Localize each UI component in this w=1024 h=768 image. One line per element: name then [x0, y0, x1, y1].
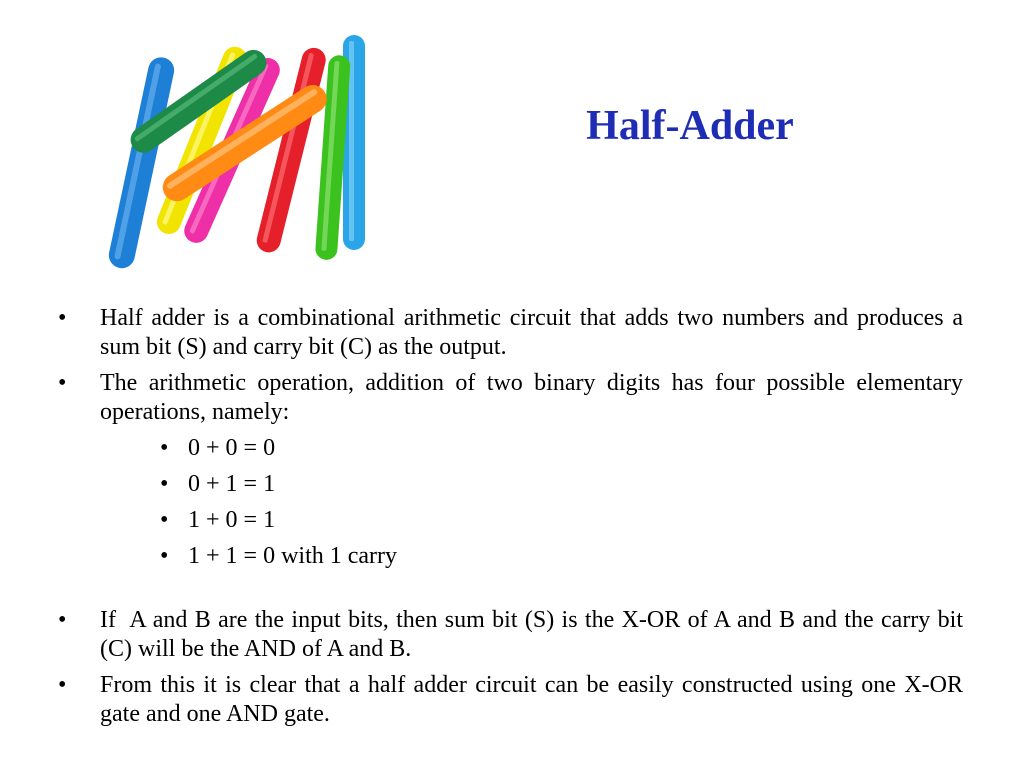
sub-bullet-text: 1 + 0 = 1: [188, 507, 276, 533]
chalk-stick-blue: [106, 55, 176, 271]
bullet-item: [58, 671, 963, 729]
sub-bullet-text: 1 + 1 = 0 with 1 carry: [188, 543, 398, 569]
bullet-list: [58, 304, 969, 736]
spacer: [58, 578, 963, 606]
bullet-marker: •: [160, 507, 169, 533]
bullet-item: [58, 304, 963, 362]
bullet-text: If A and B are the input bits, then sum bit (S) is the X-OR of A and B and the carry bit (C) will be the AND of A and B.: [100, 607, 969, 662]
bullet-marker: •: [160, 543, 169, 569]
bullet-text: Half adder is a combinational arithmetic circuit that adds two numbers and produces a sum bit (S) and carry bit (C) as the output.: [100, 305, 963, 360]
slide-title: Half-Adder: [586, 103, 794, 149]
chalk-sticks-image: [100, 5, 400, 280]
sub-bullet-item: [160, 506, 963, 535]
bullet-marker: •: [160, 435, 169, 461]
bullet-marker: •: [160, 471, 169, 497]
sub-bullet-container: [58, 434, 963, 571]
bullet-item: [58, 369, 963, 427]
bullet-marker: •: [58, 672, 67, 698]
bullet-text: The arithmetic operation, addition of two binary digits has four possible elementary operations, namely:: [100, 370, 963, 425]
sub-bullet-item: [160, 542, 963, 571]
bullet-text: From this it is clear that a half adder circuit can be easily constructed using one X-OR gate and one AND gate.: [100, 672, 963, 727]
bullet-marker: •: [58, 607, 67, 633]
sub-bullet-text: 0 + 0 = 0: [188, 435, 276, 461]
sub-bullet-text: 0 + 1 = 1: [188, 471, 276, 497]
bullet-marker: •: [58, 370, 67, 396]
bullet-item: [58, 606, 969, 664]
bullet-marker: •: [58, 305, 67, 331]
sub-bullet-item: [160, 470, 963, 499]
sub-bullet-item: [160, 434, 963, 463]
sub-bullet-list: [160, 434, 963, 571]
